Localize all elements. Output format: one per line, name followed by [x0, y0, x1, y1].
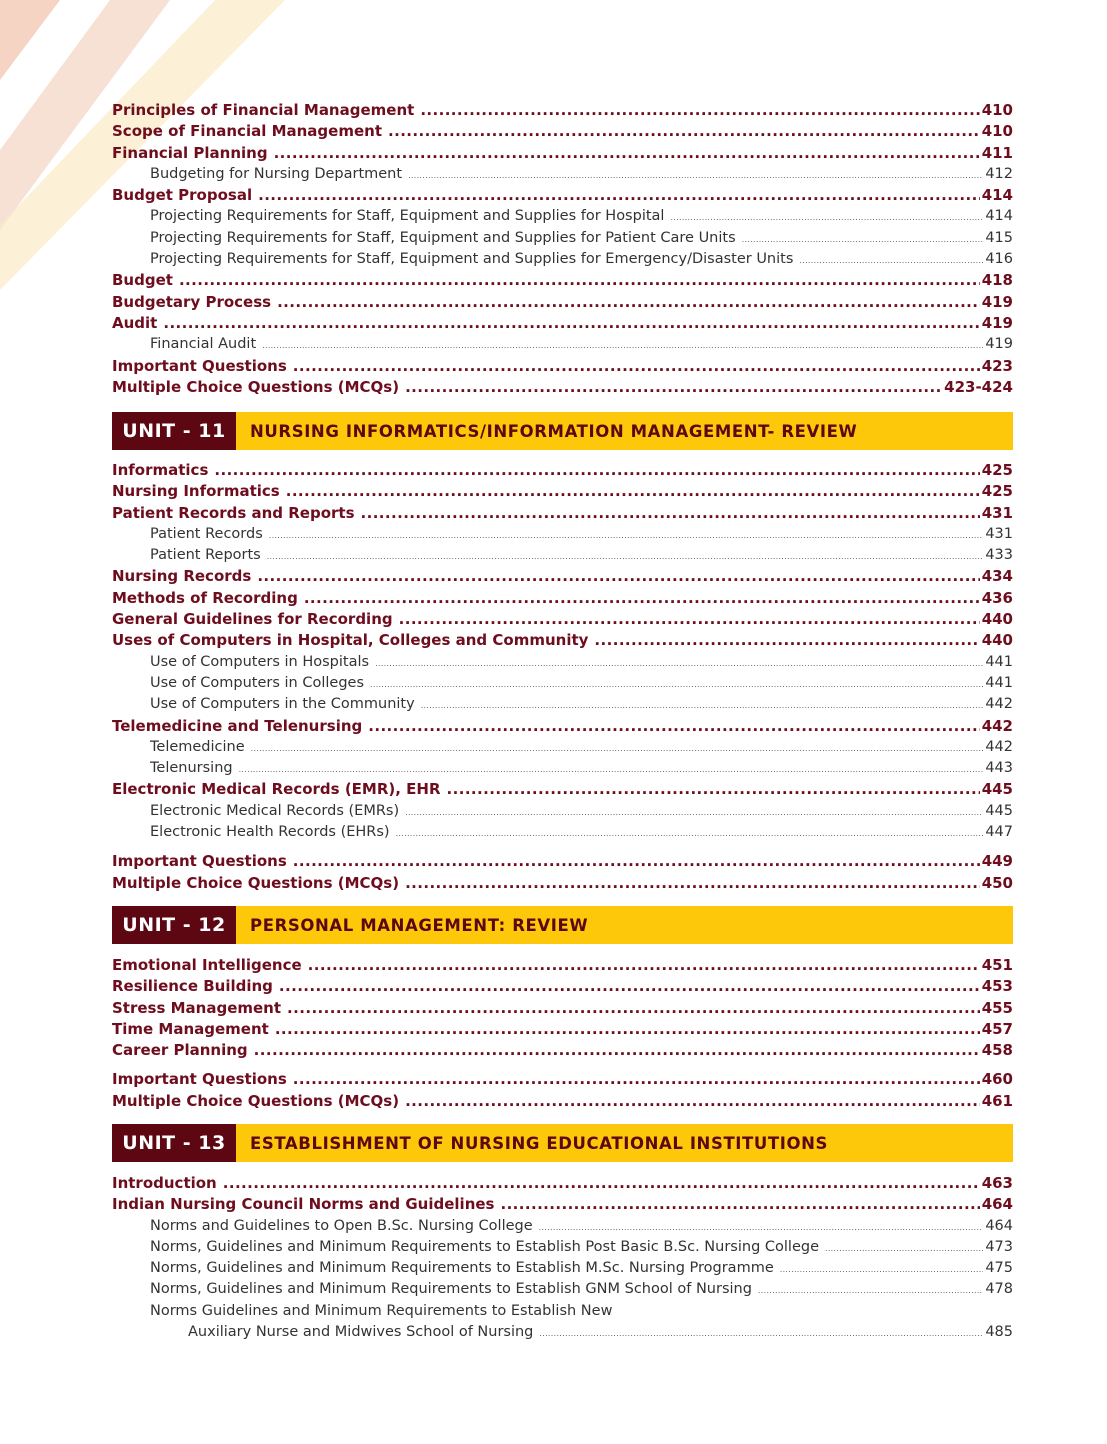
toc-entry-title: Patient Records and Reports: [112, 503, 355, 522]
toc-entry-title: Audit: [112, 313, 158, 332]
toc-entry-title: Important Questions: [112, 1070, 287, 1089]
dot-leader: [179, 270, 980, 291]
unit-title: PERSONAL MANAGEMENT: REVIEW: [250, 915, 589, 935]
toc-entry-title: Important Questions: [112, 852, 287, 871]
dot-leader: [405, 873, 980, 894]
toc-entry[interactable]: [112, 609, 1013, 630]
toc-entry[interactable]: [112, 1194, 1013, 1215]
toc-entry[interactable]: [112, 955, 1013, 976]
toc-entry-title: Nursing Records: [112, 567, 252, 586]
toc-entry-title: Principles of Financial Management: [112, 101, 415, 119]
dot-leader: [539, 1217, 984, 1237]
toc-page-number: 461: [981, 1091, 1013, 1110]
toc-section-unit-13: [112, 1173, 1013, 1343]
toc-entry[interactable]: [112, 185, 1013, 206]
toc-page-number: 455: [981, 998, 1013, 1017]
toc-page-number: 414: [985, 208, 1013, 225]
dot-leader: [361, 503, 980, 524]
toc-entry-title: Budget: [112, 271, 173, 290]
dot-leader: [293, 1069, 980, 1090]
toc-entry-title: Electronic Health Records (EHRs): [150, 824, 390, 841]
toc-entry-title: Electronic Medical Records (EMRs): [150, 802, 400, 819]
dot-leader: [539, 1323, 983, 1343]
toc-page-number: 419: [981, 292, 1013, 311]
dot-leader: [405, 802, 983, 822]
toc-entry-title: Projecting Requirements for Staff, Equipment and Supplies for Patient Care Units: [150, 229, 736, 246]
unit-label: UNIT - 13: [112, 1124, 236, 1162]
toc-entry-title: Patient Reports: [150, 547, 261, 564]
dot-leader: [375, 653, 983, 673]
toc-page-number: 415: [985, 229, 1013, 246]
toc-page-number: 425: [981, 461, 1013, 479]
toc-entry-title: Electronic Medical Records (EMR), EHR: [112, 780, 441, 799]
dot-leader: [396, 823, 984, 843]
toc-subentry[interactable]: [112, 801, 1013, 822]
toc-entry-title: Use of Computers in the Community: [150, 696, 415, 713]
toc-entry-title: Norms and Guidelines to Open B.Sc. Nursing College: [150, 1217, 533, 1234]
toc-entry-title: Emotional Intelligence: [112, 956, 302, 974]
dot-leader: [670, 207, 983, 227]
toc-entry[interactable]: [112, 143, 1013, 164]
unit-label: UNIT - 11: [112, 412, 236, 450]
toc-entry[interactable]: [112, 630, 1013, 651]
toc-entry-title: Norms, Guidelines and Minimum Requirements to Establish M.Sc. Nursing Programme: [150, 1260, 774, 1277]
toc-page-number: 419: [985, 336, 1013, 353]
toc-entry[interactable]: [112, 873, 1013, 894]
toc-subentry[interactable]: [112, 334, 1013, 355]
toc-entry[interactable]: [112, 1019, 1013, 1040]
toc-entry-title: General Guidelines for Recording: [112, 610, 393, 629]
toc-entry[interactable]: [112, 313, 1013, 334]
toc-subentry[interactable]: [112, 524, 1013, 545]
toc-section-unit-11: [112, 460, 1013, 894]
toc-section-financial: [112, 100, 1013, 398]
unit-title: NURSING INFORMATICS/INFORMATION MANAGEMENT- REVIEW: [250, 421, 858, 441]
dot-leader: [287, 998, 980, 1019]
toc-section-unit-12: [112, 955, 1013, 1112]
toc-page-number: 475: [985, 1260, 1013, 1277]
toc-subentry[interactable]: [112, 228, 1013, 249]
toc-subentry[interactable]: [112, 1216, 1013, 1237]
toc-subentry[interactable]: [112, 673, 1013, 694]
toc-page-number: 447: [985, 824, 1013, 841]
toc-entry[interactable]: [112, 1091, 1013, 1112]
dot-leader: [368, 716, 979, 737]
dot-leader: [258, 185, 980, 206]
toc-entry[interactable]: [112, 503, 1013, 524]
dot-leader: [399, 609, 980, 630]
toc-entry-title: Budget Proposal: [112, 186, 253, 205]
toc-subentry[interactable]: [112, 1258, 1013, 1279]
toc-entry-title: Budgetary Process: [112, 292, 272, 311]
toc-page-number: 457: [981, 1019, 1013, 1038]
toc-entry[interactable]: [112, 100, 1013, 121]
dot-leader: [594, 630, 979, 651]
toc-entry[interactable]: [112, 588, 1013, 609]
toc-page-number: 423: [981, 356, 1013, 375]
toc-entry-title: Norms Guidelines and Minimum Requirements to Establish New: [150, 1302, 613, 1319]
toc-page-number: 473: [985, 1238, 1013, 1255]
toc-subentry[interactable]: [112, 1237, 1013, 1258]
dot-leader: [405, 377, 942, 398]
dot-leader: [257, 566, 979, 587]
toc-entry-title: Methods of Recording: [112, 588, 298, 607]
toc-subentry[interactable]: [112, 1279, 1013, 1300]
toc-entry-title: Career Planning: [112, 1041, 248, 1060]
toc-entry-title: Use of Computers in Colleges: [150, 674, 365, 691]
toc-entry-title: Multiple Choice Questions (MCQs): [112, 377, 400, 396]
toc-page-number: 445: [985, 802, 1013, 819]
toc-entry[interactable]: [112, 716, 1013, 737]
toc-page-number: 411: [981, 143, 1013, 162]
toc-entry-title: Telemedicine: [150, 738, 245, 755]
dot-leader: [308, 955, 980, 976]
unit-12-header: [112, 906, 1013, 944]
toc-page-number: 416: [985, 251, 1013, 268]
dot-leader: [388, 121, 980, 142]
toc-subentry[interactable]: [112, 1322, 1013, 1343]
dot-leader: [304, 588, 980, 609]
toc-entry-title: Multiple Choice Questions (MCQs): [112, 873, 400, 892]
dot-leader: [163, 313, 979, 334]
toc-subentry[interactable]: [112, 737, 1013, 758]
toc-page-number: 441: [985, 674, 1013, 691]
dot-leader: [251, 738, 984, 758]
toc-entry[interactable]: [112, 976, 1013, 997]
toc-entry[interactable]: [112, 851, 1013, 872]
toc-entry-title: Patient Records: [150, 525, 263, 542]
toc-page-number: 418: [981, 271, 1013, 290]
dot-leader: [262, 335, 983, 355]
toc-subentry[interactable]: [112, 545, 1013, 566]
toc-entry-title: Projecting Requirements for Staff, Equipment and Supplies for Emergency/Disaster Units: [150, 251, 794, 268]
toc-page-number: 458: [981, 1041, 1013, 1060]
toc-page-number: 440: [981, 610, 1013, 629]
toc-page-number: 450: [981, 873, 1013, 892]
unit-title: ESTABLISHMENT OF NURSING EDUCATIONAL INSTITUTIONS: [250, 1133, 829, 1153]
toc-page-number: 485: [985, 1324, 1013, 1341]
dot-leader: [780, 1259, 984, 1279]
dot-leader: [279, 976, 980, 997]
dot-leader: [758, 1280, 983, 1300]
toc-page-number: 445: [981, 780, 1013, 799]
dot-leader: [277, 292, 980, 313]
toc-entry-title: Projecting Requirements for Staff, Equipment and Supplies for Hospital: [150, 208, 665, 225]
dot-leader: [274, 143, 980, 164]
dot-leader: [267, 546, 984, 566]
dot-leader: [447, 779, 980, 800]
toc-entry-title: Stress Management: [112, 998, 282, 1017]
toc-page-number: 442: [985, 696, 1013, 713]
toc-entry[interactable]: [112, 566, 1013, 587]
toc-page-number: 478: [985, 1281, 1013, 1298]
toc-entry-title: Telemedicine and Telenursing: [112, 716, 363, 735]
toc-page-number: 434: [981, 567, 1013, 586]
toc-page-number: 451: [981, 956, 1013, 974]
toc-entry-title: Scope of Financial Management: [112, 122, 382, 141]
toc-page-number: 460: [981, 1070, 1013, 1089]
dot-leader: [286, 481, 980, 502]
toc-entry-title: Important Questions: [112, 356, 287, 375]
dot-leader: [293, 356, 980, 377]
toc-page-number: 433: [985, 547, 1013, 564]
toc-subentry[interactable]: [112, 822, 1013, 843]
dot-leader: [405, 1091, 980, 1112]
toc-subentry[interactable]: [112, 249, 1013, 270]
toc-page-number: 431: [981, 503, 1013, 522]
toc-page-number: 453: [981, 977, 1013, 996]
dot-leader: [223, 1173, 980, 1194]
toc-page-number: 443: [985, 760, 1013, 777]
toc-subentry[interactable]: [112, 164, 1013, 185]
toc-entry[interactable]: [112, 377, 1013, 398]
toc-page-number: 414: [981, 186, 1013, 205]
toc-entry[interactable]: [112, 779, 1013, 800]
dot-leader: [742, 229, 984, 249]
dot-leader: [239, 759, 984, 779]
toc-page-number: 464: [985, 1217, 1013, 1234]
toc-page-number: 441: [985, 653, 1013, 670]
toc-page-number: 410: [981, 122, 1013, 141]
dot-leader: [799, 250, 983, 270]
unit-11-header: [112, 412, 1013, 450]
toc-entry[interactable]: [112, 1069, 1013, 1090]
toc-entry-title: Indian Nursing Council Norms and Guidelines: [112, 1195, 495, 1214]
toc-entry[interactable]: [112, 1040, 1013, 1061]
toc-page-number: 410: [981, 101, 1013, 119]
toc-entry-title: Financial Audit: [150, 336, 257, 353]
dot-leader: [370, 674, 983, 694]
toc-page-number: 425: [981, 482, 1013, 501]
toc-page-number: 442: [985, 738, 1013, 755]
dot-leader: [254, 1040, 980, 1061]
toc-page-number: 440: [981, 631, 1013, 650]
toc-entry-title: Telenursing: [150, 760, 233, 777]
dot-leader: [420, 100, 979, 121]
dot-leader: [269, 525, 984, 545]
toc-subentry[interactable]: [112, 1301, 1013, 1322]
toc-entry[interactable]: [112, 292, 1013, 313]
toc-page-number: 449: [981, 852, 1013, 871]
dot-leader: [421, 695, 984, 715]
toc-entry-title: Resilience Building: [112, 977, 273, 996]
toc-entry[interactable]: [112, 460, 1013, 481]
toc-page-number: 412: [985, 165, 1013, 182]
toc-page-number: 431: [985, 525, 1013, 542]
toc-subentry[interactable]: [112, 758, 1013, 779]
unit-label: UNIT - 12: [112, 906, 236, 944]
toc-entry-title: Norms, Guidelines and Minimum Requirements to Establish GNM School of Nursing: [150, 1281, 752, 1298]
toc-gap: [112, 1061, 1013, 1069]
toc-subentry[interactable]: [112, 206, 1013, 227]
dot-leader: [275, 1019, 980, 1040]
toc-gap: [112, 843, 1013, 851]
toc-entry-title: Nursing Informatics: [112, 482, 280, 501]
toc-page-number: 442: [981, 716, 1013, 735]
toc-page-number: 464: [981, 1195, 1013, 1214]
toc-subentry[interactable]: [112, 652, 1013, 673]
toc-entry[interactable]: [112, 270, 1013, 291]
dot-leader: [214, 460, 979, 481]
toc-entry-title: Auxiliary Nurse and Midwives School of Nursing: [188, 1324, 534, 1341]
toc-entry-title: Budgeting for Nursing Department: [150, 165, 403, 182]
toc-entry[interactable]: [112, 481, 1013, 502]
unit-13-header: [112, 1124, 1013, 1162]
dot-leader: [408, 165, 983, 185]
toc-entry-title: Use of Computers in Hospitals: [150, 653, 370, 670]
toc-page-number: 463: [981, 1174, 1013, 1192]
toc-entry-title: Multiple Choice Questions (MCQs): [112, 1091, 400, 1110]
toc-entry-title: Informatics: [112, 461, 209, 479]
toc-entry-title: Time Management: [112, 1019, 269, 1038]
toc-entry-title: Norms, Guidelines and Minimum Requirements to Establish Post Basic B.Sc. Nursing College: [150, 1238, 819, 1255]
toc-subentry[interactable]: [112, 694, 1013, 715]
toc-entry[interactable]: [112, 998, 1013, 1019]
dot-leader: [293, 851, 980, 872]
toc-entry[interactable]: [112, 121, 1013, 142]
toc-page-number: 423-424: [944, 377, 1013, 396]
toc-entry[interactable]: [112, 356, 1013, 377]
toc-entry-title: Introduction: [112, 1174, 217, 1192]
dot-leader: [500, 1194, 979, 1215]
toc-entry-title: Financial Planning: [112, 143, 268, 162]
toc-entry-title: Uses of Computers in Hospital, Colleges and Community: [112, 631, 589, 650]
dot-leader: [825, 1238, 983, 1258]
toc-page-number: 419: [981, 313, 1013, 332]
toc-page-number: 436: [981, 588, 1013, 607]
toc-entry[interactable]: [112, 1173, 1013, 1194]
